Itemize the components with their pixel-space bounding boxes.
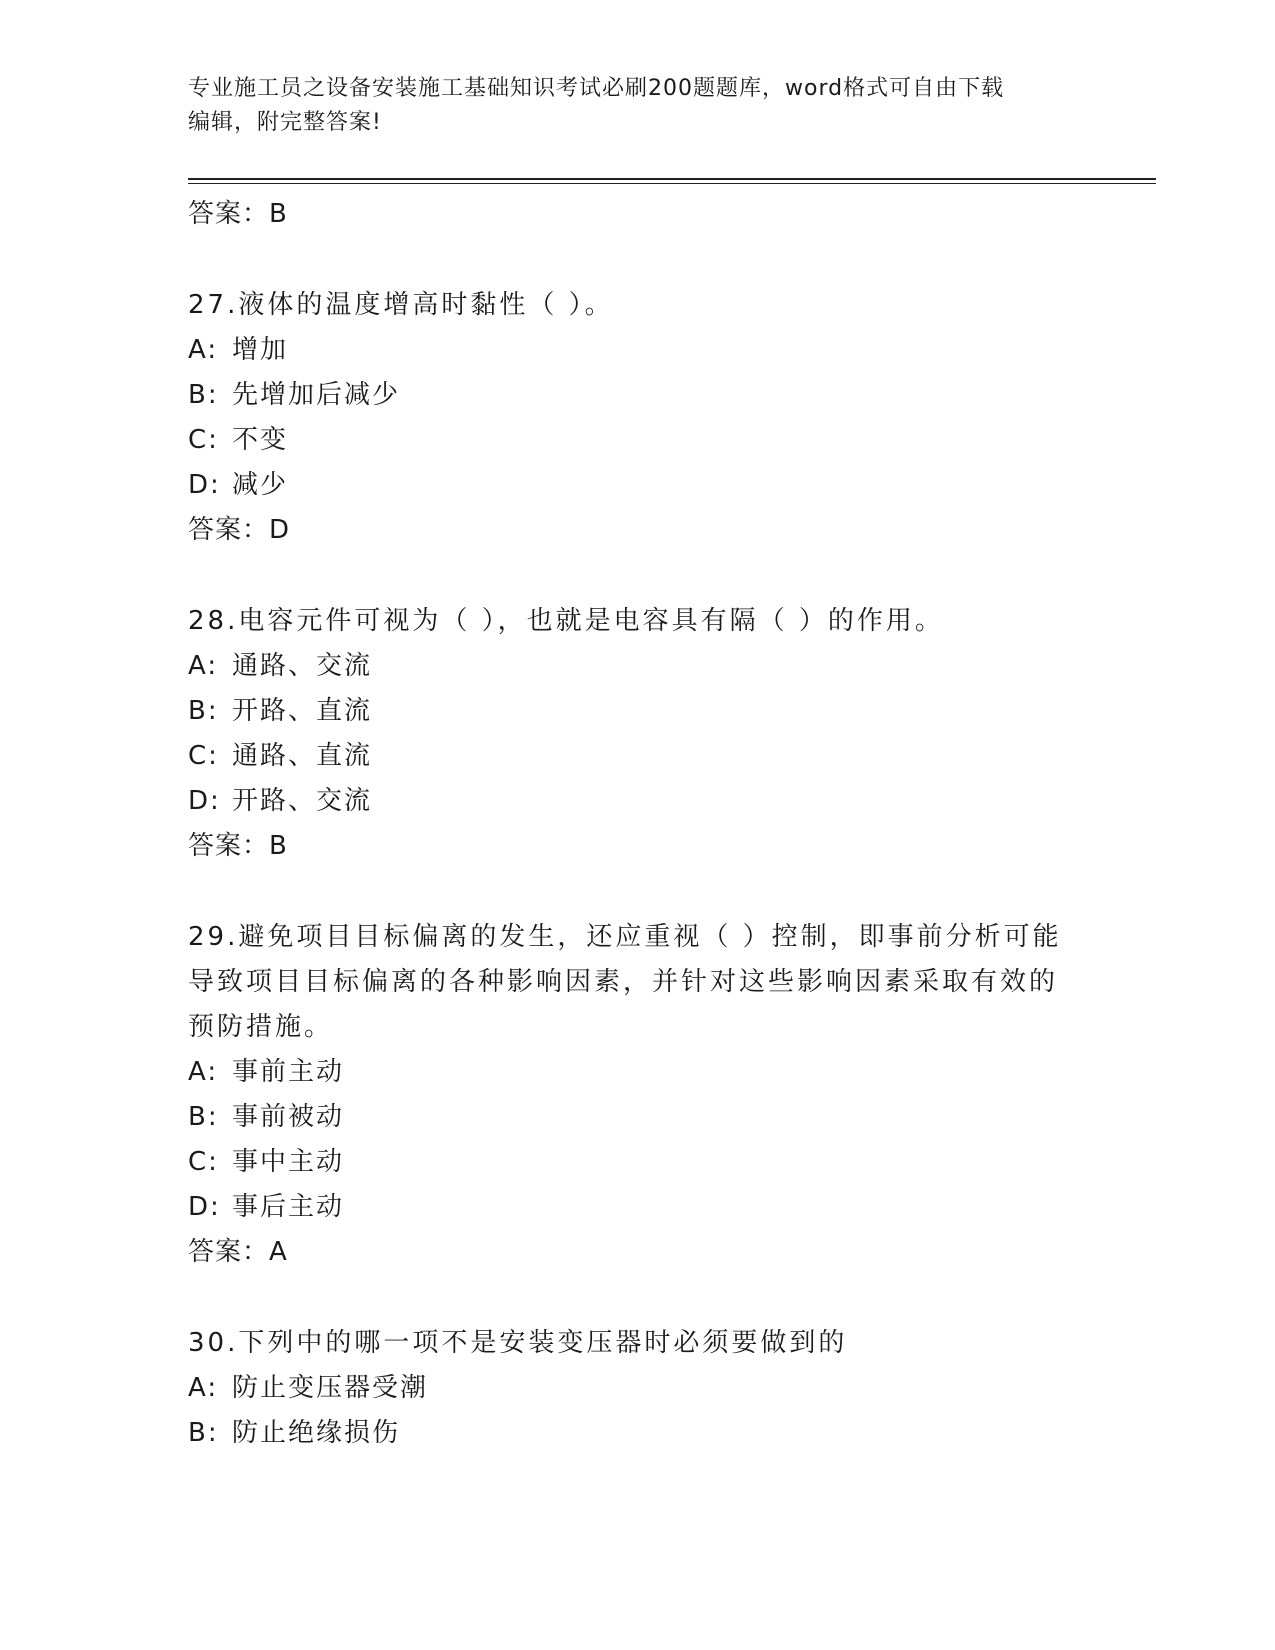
header-divider-thin <box>188 183 1156 184</box>
option-c <box>188 418 1068 463</box>
spacer <box>188 869 1068 915</box>
option-a <box>188 1366 1068 1411</box>
spacer <box>188 237 1068 283</box>
option-label: A: <box>188 1373 219 1403</box>
option-d <box>188 1185 1068 1230</box>
option-label: C: <box>188 741 219 771</box>
option-text: 防止绝缘损伤 <box>232 1418 401 1448</box>
option-d <box>188 779 1068 824</box>
option-c <box>188 1140 1068 1185</box>
option-text: 先增加后减少 <box>232 380 401 410</box>
option-text: 开路、直流 <box>232 696 373 726</box>
option-label: A: <box>188 1057 219 1087</box>
option-a <box>188 1050 1068 1095</box>
option-label: D: <box>188 1192 221 1222</box>
question-text-line1: 29.避免项目目标偏离的发生，还应重视（ ）控制，即事前分析可能 <box>188 922 1062 952</box>
option-label: B: <box>188 380 219 410</box>
question-text: 27.液体的温度增高时黏性（ ）。 <box>188 290 614 320</box>
option-label: D: <box>188 470 221 500</box>
option-b <box>188 1095 1068 1140</box>
question-text: 30.下列中的哪一项不是安装变压器时必须要做到的 <box>188 1328 848 1358</box>
answer: 答案：B <box>188 831 288 861</box>
option-a <box>188 328 1068 373</box>
option-text: 事中主动 <box>232 1147 345 1177</box>
question-27 <box>188 283 1068 553</box>
question-text: 28.电容元件可视为（ ），也就是电容具有隔（ ）的作用。 <box>188 606 944 636</box>
option-text: 事前被动 <box>232 1102 345 1132</box>
question-28 <box>188 599 1068 869</box>
question-30 <box>188 1321 1068 1456</box>
option-label: B: <box>188 1418 219 1448</box>
spacer <box>188 553 1068 599</box>
option-label: B: <box>188 696 219 726</box>
option-text: 通路、交流 <box>232 651 373 681</box>
document-header <box>188 72 1068 140</box>
option-label: D: <box>188 786 221 816</box>
header-title-line2: 编辑，附完整答案! <box>188 110 382 135</box>
option-a <box>188 644 1068 689</box>
option-b <box>188 373 1068 418</box>
option-text: 增加 <box>232 335 289 365</box>
option-text: 事前主动 <box>232 1057 345 1087</box>
option-b <box>188 1411 1068 1456</box>
option-label: A: <box>188 335 219 365</box>
option-text: 防止变压器受潮 <box>232 1373 429 1403</box>
option-d <box>188 463 1068 508</box>
question-list <box>188 192 1068 1456</box>
option-text: 开路、交流 <box>232 786 373 816</box>
option-text: 通路、直流 <box>232 741 373 771</box>
previous-answer: 答案：B <box>188 199 288 229</box>
option-c <box>188 734 1068 779</box>
option-b <box>188 689 1068 734</box>
header-divider-thick <box>188 178 1156 180</box>
option-text: 事后主动 <box>232 1192 345 1222</box>
answer: 答案：D <box>188 515 291 545</box>
option-label: A: <box>188 651 219 681</box>
option-text: 不变 <box>232 425 289 455</box>
question-29 <box>188 915 1068 1275</box>
question-text-line2: 导致项目目标偏离的各种影响因素，并针对这些影响因素采取有效的 <box>188 967 1059 997</box>
option-label: C: <box>188 1147 219 1177</box>
option-text: 减少 <box>232 470 289 500</box>
spacer <box>188 1275 1068 1321</box>
answer: 答案：A <box>188 1237 288 1267</box>
option-label: C: <box>188 425 219 455</box>
header-title-line1: 专业施工员之设备安装施工基础知识考试必刷200题题库，word格式可自由下载 <box>188 76 1005 101</box>
option-label: B: <box>188 1102 219 1132</box>
question-text-line3: 预防措施。 <box>188 1012 334 1042</box>
